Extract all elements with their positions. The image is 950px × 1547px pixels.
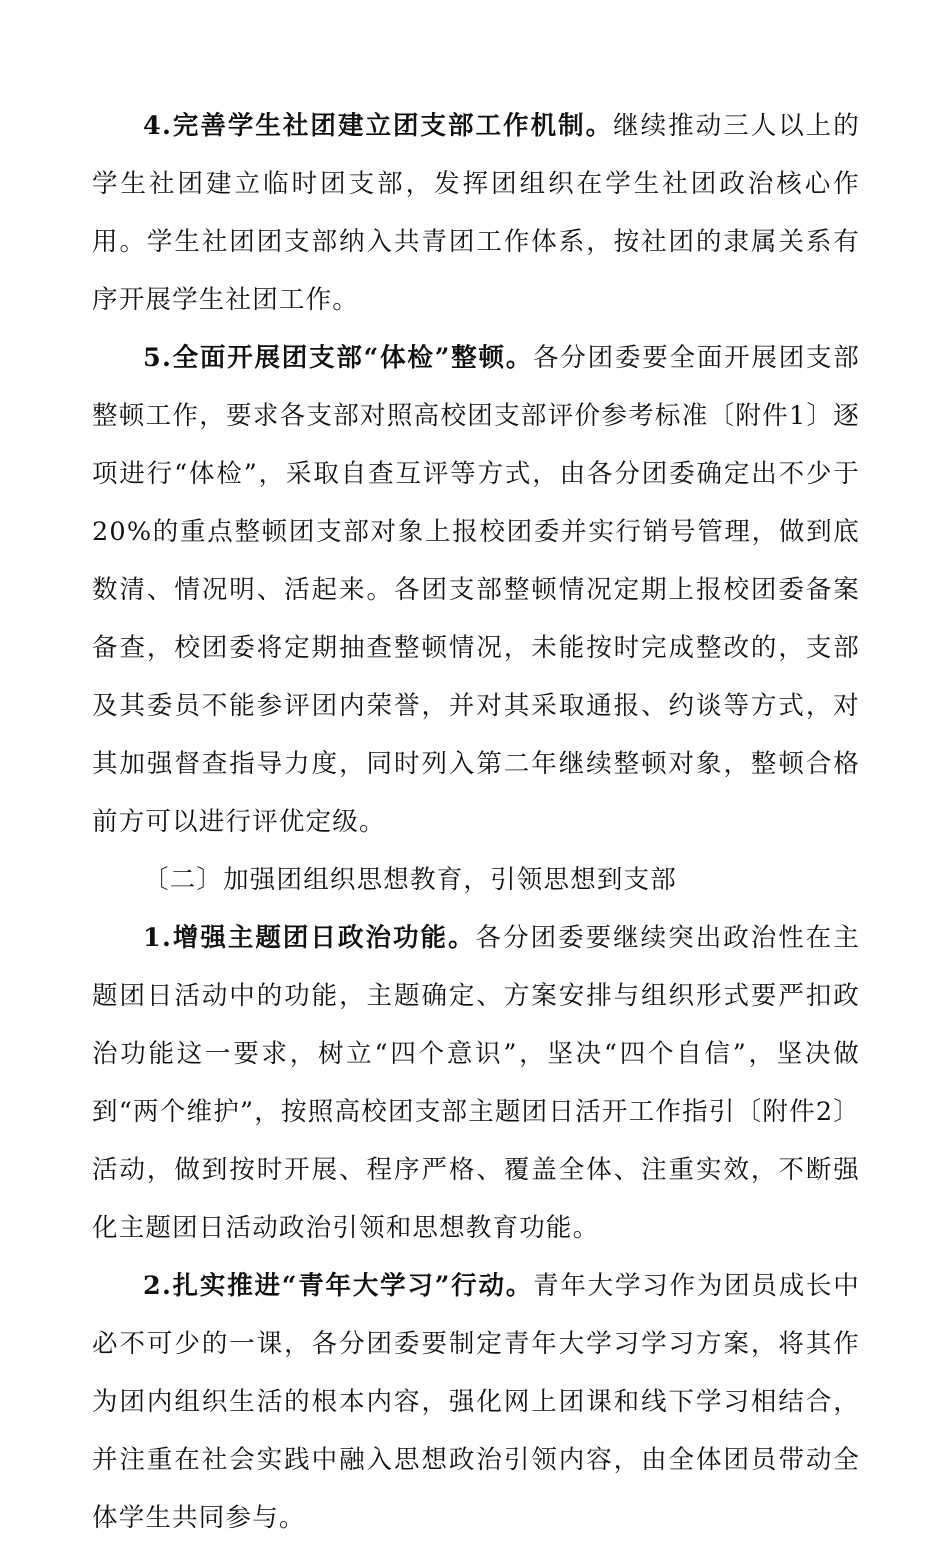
paragraph-q2 — [92, 1257, 860, 1547]
paragraph-4-lead: 4.完善学生社团建立团支部工作机制。 — [143, 111, 614, 141]
document-page — [92, 97, 860, 1547]
paragraph-5 — [92, 329, 860, 851]
paragraph-q2-body: 青年大学习作为团员成长中必不可少的一课，各分团委要制定青年大学习学习方案，将其作为团内组织生活的根本内容，强化网上团课和线下学习相结合，并注重在社会实践中融入思想政治引领内容，由全体团员带动全体学生共同参与。 — [92, 1271, 860, 1533]
section-heading-2: 〔二〕加强团组织思想教育，引领思想到支部 — [143, 865, 678, 895]
paragraph-4 — [92, 97, 860, 329]
paragraph-q1 — [92, 909, 860, 1257]
paragraph-q2-lead: 2.扎实推进“青年大学习”行动。 — [143, 1271, 534, 1301]
paragraph-q1-body: 各分团委要继续突出政治性在主题团日活动中的功能，主题确定、方案安排与组织形式要严扣政治功能这一要求，树立“四个意识”，坚决“四个自信”，坚决做到“两个维护”，按照高校团支部主题团日活开工作指引〔附件2〕活动，做到按时开展、程序严格、覆盖全体、注重实效，不断强化主题团日活动政治引领和思想教育功能。 — [92, 923, 860, 1243]
paragraph-q1-lead: 1.增强主题团日政治功能。 — [143, 923, 476, 953]
paragraph-5-lead: 5.全面开展团支部“体检”整顿。 — [143, 343, 534, 373]
paragraph-5-body: 各分团委要全面开展团支部整顿工作，要求各支部对照高校团支部评价参考标准〔附件1〕逐项进行“体检”，采取自查互评等方式，由各分团委确定出不少于20%的重点整顿团支部对象上报校团委并实行销号管理，做到底数清、情况明、活起来。各团支部整顿情况定期上报校团委备案备查，校团委将定期抽查整顿情况，未能按时完成整改的，支部及其委员不能参评团内荣誉，并对其采取通报、约谈等方式，对其加强督查指导力度，同时列入第二年继续整顿对象，整顿合格前方可以进行评优定级。 — [92, 343, 860, 837]
paragraph-4-body: 继续推动三人以上的学生社团建立临时团支部，发挥团组织在学生社团政治核心作用。学生社团团支部纳入共青团工作体系，按社团的隶属关系有序开展学生社团工作。 — [92, 111, 860, 315]
